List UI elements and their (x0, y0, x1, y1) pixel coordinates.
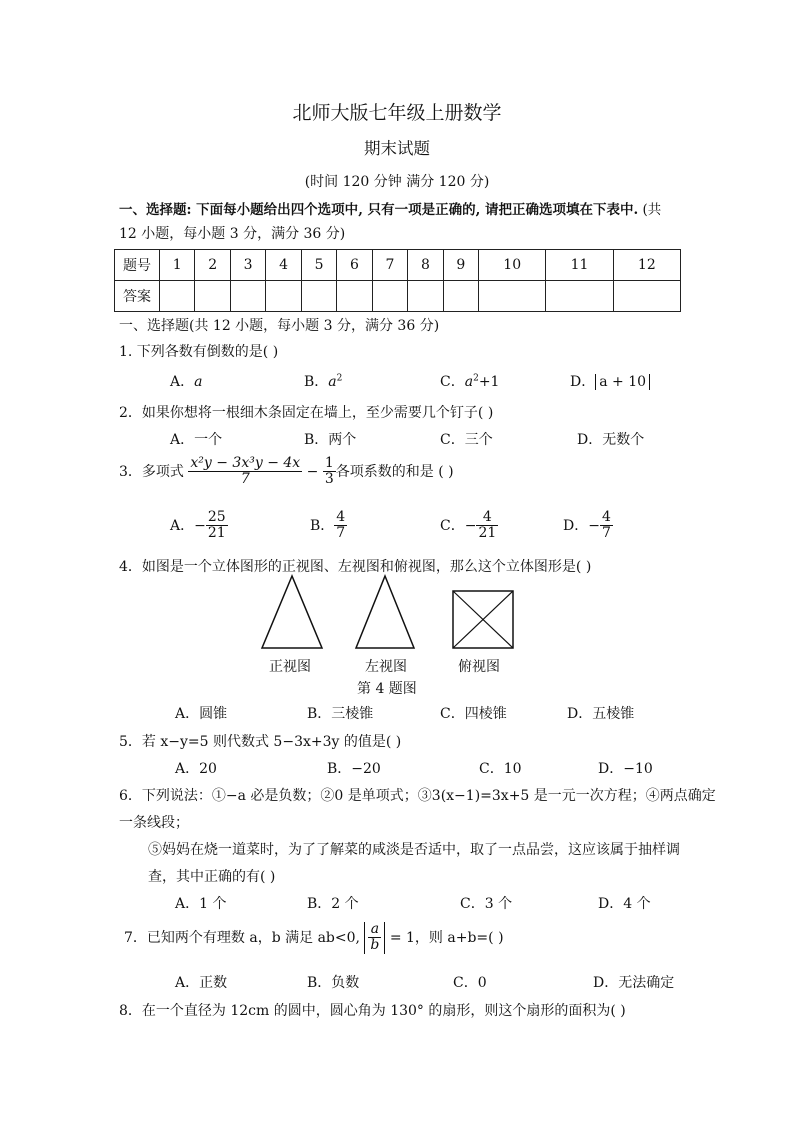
table-cell: 2 (195, 250, 230, 281)
answer-cell[interactable] (160, 281, 195, 312)
question-5-option-d: D．−10 (598, 761, 653, 777)
question-2-option-d: D．无数个 (577, 432, 645, 448)
table-cell: 9 (443, 250, 478, 281)
instruction-part: , 只有一项是正确的, 请把正确选项填在下表中. (358, 202, 639, 218)
option-label: D．− (563, 517, 600, 534)
top-view-label: 俯视图 (458, 659, 500, 675)
question-6-option-a: A．1 个 (175, 896, 227, 912)
fraction-denominator: 7 (240, 471, 250, 488)
fraction-numerator: 4 (476, 510, 498, 526)
fraction-numerator: x²y − 3x³y − 4x (190, 455, 301, 471)
question-3-option-b (310, 510, 347, 542)
question-3-option-a (170, 510, 228, 542)
table-cell: 7 (372, 250, 407, 281)
fraction (206, 510, 228, 542)
question-7-option-a: A．正数 (175, 975, 228, 991)
question-2-option-a: A．一个 (170, 432, 223, 448)
option-exponent: 2 (336, 373, 343, 384)
answer-cell[interactable] (337, 281, 372, 312)
fraction (476, 510, 498, 542)
stem-text: 各项系数的和是 ( ) (335, 463, 454, 480)
table-cell: 11 (546, 250, 613, 281)
option-value: a (464, 374, 474, 390)
section-repeat-heading: 一、选择题(共 12 小题，每小题 3 分，满分 36 分) (119, 318, 440, 334)
left-view-label: 左视图 (365, 659, 407, 675)
operator: − (306, 463, 319, 480)
question-6-option-c: C．3 个 (460, 896, 513, 912)
answer-cell[interactable] (479, 281, 546, 312)
instruction-part: : 下面每小题给出 (186, 202, 291, 218)
fraction-numerator: 1 (324, 455, 334, 471)
table-cell: 3 (230, 250, 265, 281)
question-7-option-c: C．0 (453, 975, 487, 991)
stem-text: = 1，则 a+b=( ) (389, 929, 504, 946)
question-2-option-c: C．三个 (440, 432, 493, 448)
answer-table (114, 249, 681, 312)
stem-text: 3．多项式 (119, 463, 184, 480)
fraction-denominator: 21 (478, 525, 497, 542)
option-value: a (194, 374, 203, 390)
question-2-option-b: B．两个 (304, 432, 357, 448)
document-title: 北师大版七年级上册数学 (292, 102, 502, 124)
question-2-stem: 2．如果你想将一根细木条固定在墙上，至少需要几个钉子( ) (119, 405, 494, 421)
question-3-option-c (440, 510, 498, 542)
front-view-triangle (262, 576, 322, 648)
option-label: B． (304, 374, 329, 390)
question-1-option-b (304, 371, 342, 391)
table-cell: 5 (301, 250, 336, 281)
fraction-numerator: 25 (207, 509, 226, 525)
question-4-option-d: D．五棱锥 (567, 706, 635, 722)
table-row (115, 250, 681, 281)
question-6-option-b: B．2 个 (307, 896, 359, 912)
fraction-numerator: 4 (336, 509, 346, 525)
answer-cell[interactable] (372, 281, 407, 312)
option-label: C． (440, 374, 465, 390)
table-cell: 1 (160, 250, 195, 281)
question-4-option-a: A．圆锥 (175, 706, 228, 722)
table-cell: 10 (479, 250, 546, 281)
table-header-cell: 答案 (115, 281, 160, 312)
answer-cell[interactable] (408, 281, 443, 312)
left-view-triangle (356, 576, 414, 648)
question-5-stem: 5．若 x−y=5 则代数式 5−3x+3y 的值是( ) (119, 734, 402, 750)
table-row (115, 281, 681, 312)
question-4-stem: 4．如图是一个立体图形的正视图、左视图和俯视图，那么这个立体图形是( ) (119, 559, 592, 575)
question-8-stem: 8．在一个直径为 12cm 的圆中，圆心角为 130° 的扇形，则这个扇形的面积为( ) (119, 1003, 626, 1019)
fraction (334, 510, 347, 542)
fraction-denominator: 7 (601, 525, 611, 542)
document-subtitle: 期末试题 (364, 139, 430, 158)
question-5-option-c: C．10 (479, 761, 522, 777)
fraction (600, 510, 613, 542)
stem-text: 7．已知两个有理数 a，b 满足 ab<0, (124, 929, 360, 946)
fraction-denominator: 21 (207, 525, 226, 542)
time-info: (时间 120 分钟 满分 120 分) (304, 174, 490, 190)
option-value: a + 10 (595, 374, 650, 390)
answer-cell[interactable] (301, 281, 336, 312)
question-7-option-d: D．无法确定 (593, 975, 675, 991)
answer-cell[interactable] (195, 281, 230, 312)
question-4-option-b: B．三棱锥 (307, 706, 374, 722)
answer-cell[interactable] (266, 281, 301, 312)
option-label: A． (170, 374, 195, 390)
option-label: B． (310, 517, 335, 534)
abs-fraction (364, 922, 385, 954)
question-6-line2: 一条线段； (119, 815, 189, 831)
fraction-denominator: 3 (324, 471, 334, 488)
option-label: C．− (440, 517, 477, 534)
fraction-denominator: b (370, 937, 380, 954)
table-cell: 8 (408, 250, 443, 281)
table-cell: 6 (337, 250, 372, 281)
question-1-option-c (440, 371, 499, 391)
question-5-option-b: B．−20 (327, 761, 381, 777)
question-7-stem (124, 922, 504, 954)
question-1-option-a (170, 371, 202, 391)
answer-cell[interactable] (230, 281, 265, 312)
question-6-line3: ⑤妈妈在烧一道菜时，为了了解菜的咸淡是否适中，取了一点品尝，这应该属于抽样调 (148, 842, 680, 858)
section-instruction-line1 (119, 198, 661, 218)
question-6-line4: 查，其中正确的有( ) (148, 869, 276, 885)
option-exponent: 2 (473, 373, 479, 384)
fraction-numerator: a (368, 922, 381, 938)
question-5-option-a: A．20 (175, 761, 217, 777)
answer-cell[interactable] (613, 281, 680, 312)
instruction-emphasis: 四个选项中 (290, 202, 359, 218)
option-label: A．− (170, 517, 206, 534)
fraction (323, 456, 336, 488)
question-6-option-d: D．4 个 (598, 896, 651, 912)
table-header-cell: 题号 (115, 250, 160, 281)
section-heading: 一、选择题 (119, 202, 187, 218)
figure-caption: 第 4 题图 (357, 681, 417, 697)
answer-cell[interactable] (546, 281, 613, 312)
answer-cell[interactable] (443, 281, 478, 312)
fraction-denominator: 7 (336, 525, 346, 542)
question-4-figure (250, 572, 530, 652)
question-3-option-d (563, 510, 613, 542)
table-cell: 4 (266, 250, 301, 281)
question-3-stem (119, 456, 454, 488)
option-label: D． (570, 374, 596, 390)
question-7-option-b: B．负数 (307, 975, 360, 991)
section-instruction-line2: 12 小题，每小题 3 分，满分 36 分) (119, 226, 346, 242)
fraction (188, 456, 302, 488)
question-1-stem: 1. 下列各数有倒数的是( ) (119, 344, 279, 360)
table-cell: 12 (613, 250, 680, 281)
fraction-numerator: 4 (601, 509, 611, 525)
question-6-line1: 6．下列说法：①−a 必是负数；②0 是单项式；③3(x−1)=3x+5 是一元一次方程；④两点确定 (119, 788, 716, 804)
question-4-option-c: C．四棱锥 (440, 706, 507, 722)
instruction-part: (共 (638, 202, 662, 218)
front-view-label: 正视图 (269, 659, 311, 675)
option-value: +1 (478, 374, 500, 390)
option-value: a (328, 374, 337, 390)
question-1-option-d (570, 371, 650, 391)
